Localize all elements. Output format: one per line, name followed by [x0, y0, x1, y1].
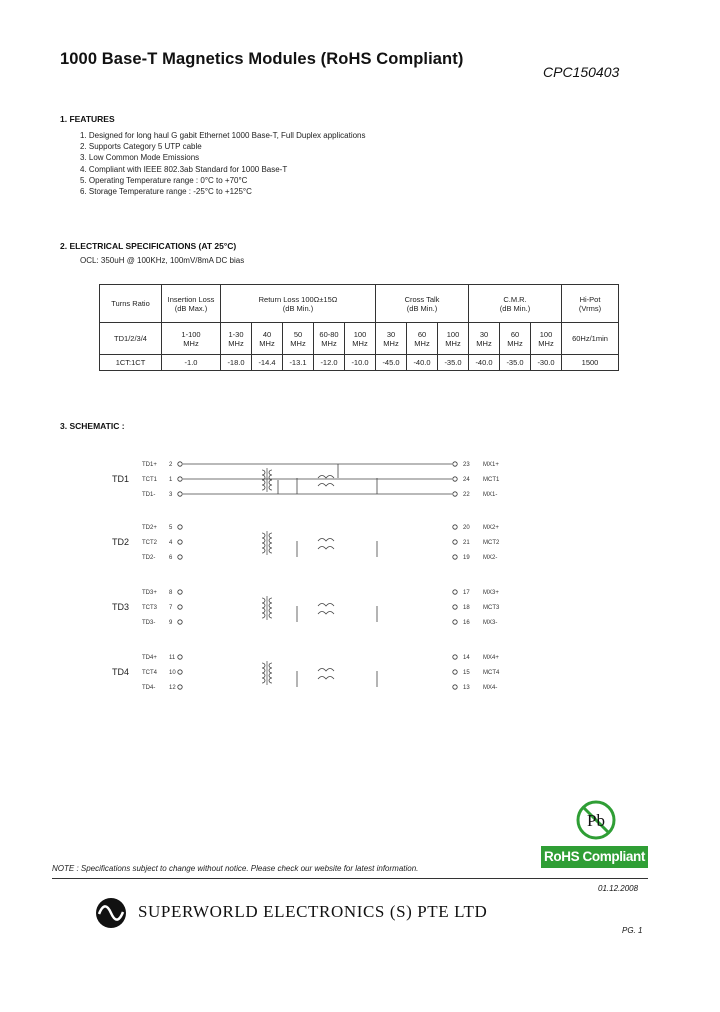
value-cell: -14.4: [252, 355, 283, 371]
right-pin-number: 23: [463, 462, 470, 468]
left-signal-label: TD3-: [142, 620, 156, 626]
ocl-spec: OCL: 350uH @ 100KHz, 100mV/8mA DC bias: [80, 256, 245, 265]
left-pin-number: 5: [169, 525, 173, 531]
hipot-header: Hi-Pot (Vrms): [562, 285, 619, 323]
right-pin-number: 18: [463, 605, 470, 611]
hipot-value: 1500: [562, 355, 619, 371]
right-pin-number: 22: [463, 492, 470, 498]
pin-terminal: [178, 492, 182, 496]
right-pin-number: 24: [463, 477, 470, 483]
right-pin-number: 16: [463, 620, 470, 626]
page-number: PG. 1: [622, 926, 643, 935]
pin-terminal: [453, 555, 457, 559]
transformer-coil: [262, 603, 265, 608]
pin-terminal: [178, 670, 182, 674]
pin-terminal: [178, 462, 182, 466]
right-signal-label: MCT1: [483, 477, 500, 483]
transformer-coil: [262, 548, 265, 553]
schematic-heading: 3. SCHEMATIC :: [60, 421, 125, 431]
choke-coil: [318, 604, 334, 615]
pin-terminal: [178, 477, 182, 481]
feature-item: 3. Low Common Mode Emissions: [80, 153, 200, 163]
transformer-coil: [262, 678, 265, 683]
left-signal-label: TCT4: [142, 670, 157, 676]
transformer-coil: [269, 663, 272, 668]
transformer-coil: [269, 598, 272, 603]
right-pin-number: 20: [463, 525, 470, 531]
features-heading: 1. FEATURES: [60, 114, 115, 124]
value-cell: -10.0: [345, 355, 376, 371]
pin-terminal: [178, 620, 182, 624]
pin-terminal: [453, 462, 457, 466]
document-title: 1000 Base-T Magnetics Modules (RoHS Compliant): [60, 50, 464, 68]
transformer-coil: [269, 608, 272, 613]
ratio-value: 1CT:1CT: [100, 355, 162, 371]
transformer-coil: [269, 548, 272, 553]
pin-terminal: [453, 525, 457, 529]
transformer-coil: [262, 598, 265, 603]
pin-terminal: [178, 605, 182, 609]
pin-terminal: [178, 685, 182, 689]
left-pin-number: 4: [169, 540, 173, 546]
transformer-coil: [269, 485, 272, 490]
hipot-cond-cell: 60Hz/1min: [562, 323, 619, 355]
freq-cell: 30 MHz: [469, 323, 500, 355]
feature-item: 2. Supports Category 5 UTP cable: [80, 142, 202, 152]
pin-terminal: [453, 685, 457, 689]
freq-cell: 60-80 MHz: [314, 323, 345, 355]
left-signal-label: TD1-: [142, 492, 156, 498]
right-signal-label: MX1-: [483, 492, 498, 498]
transformer-coil: [269, 480, 272, 485]
footer-divider: [52, 878, 648, 879]
left-signal-label: TD4-: [142, 685, 156, 691]
transformer-coil: [269, 678, 272, 683]
channels-cell: TD1/2/3/4: [100, 323, 162, 355]
right-pin-number: 19: [463, 555, 470, 561]
rohs-badge: RoHS Compliant: [541, 846, 648, 868]
transformer-coil: [262, 673, 265, 678]
pin-terminal: [453, 655, 457, 659]
transformer-coil: [269, 533, 272, 538]
electrical-heading: 2. ELECTRICAL SPECIFICATIONS (AT 25°C): [60, 241, 237, 251]
left-pin-number: 11: [169, 655, 176, 661]
choke-coil: [318, 539, 334, 550]
value-cell: -1.0: [162, 355, 221, 371]
feature-item: 6. Storage Temperature range : -25°C to +125°C: [80, 187, 252, 197]
cmr-header: C.M.R. (dB Min.): [469, 285, 562, 323]
right-signal-label: MX3-: [483, 620, 498, 626]
document-date: 01.12.2008: [598, 884, 639, 893]
transformer-coil: [262, 663, 265, 668]
cross-talk-header: Cross Talk (dB Min.): [376, 285, 469, 323]
left-pin-number: 8: [169, 590, 173, 596]
freq-cell: 40 MHz: [252, 323, 283, 355]
right-signal-label: MX2+: [483, 525, 499, 531]
left-signal-label: TD2-: [142, 555, 156, 561]
transformer-coil: [269, 673, 272, 678]
right-signal-label: MX4+: [483, 655, 499, 661]
transformer-coil: [269, 543, 272, 548]
pin-terminal: [178, 655, 182, 659]
transformer-coil: [262, 608, 265, 613]
right-signal-label: MCT4: [483, 670, 500, 676]
freq-cell: 30 MHz: [376, 323, 407, 355]
transformer-coil: [262, 470, 265, 475]
right-pin-number: 13: [463, 685, 470, 691]
transformer-coil: [269, 470, 272, 475]
freq-cell: 60 MHz: [407, 323, 438, 355]
value-cell: -40.0: [469, 355, 500, 371]
right-signal-label: MCT2: [483, 540, 500, 546]
pin-terminal: [453, 605, 457, 609]
left-signal-label: TD3+: [142, 590, 157, 596]
freq-cell: 100 MHz: [531, 323, 562, 355]
feature-item: 1. Designed for long haul G gabit Ethernet 1000 Base-T, Full Duplex applications: [80, 131, 366, 140]
left-signal-label: TD2+: [142, 525, 157, 531]
left-pin-number: 9: [169, 620, 173, 626]
feature-item: 4. Compliant with IEEE 802.3ab Standard for 1000 Base-T: [80, 164, 288, 174]
choke-coil: [318, 669, 334, 680]
transformer-coil: [262, 543, 265, 548]
right-pin-number: 15: [463, 670, 470, 676]
schematic-channel: [112, 525, 500, 561]
schematic-channel: [112, 590, 500, 626]
transformer-coil: [269, 538, 272, 543]
turns-ratio-header: Turns Ratio: [100, 285, 162, 323]
pin-terminal: [453, 492, 457, 496]
transformer-coil: [262, 613, 265, 618]
value-cell: -12.0: [314, 355, 345, 371]
left-signal-label: TD4+: [142, 655, 157, 661]
left-pin-number: 6: [169, 555, 173, 561]
pin-terminal: [453, 477, 457, 481]
pin-terminal: [453, 670, 457, 674]
freq-cell: 60 MHz: [500, 323, 531, 355]
pin-terminal: [453, 620, 457, 624]
left-pin-number: 7: [169, 605, 173, 611]
right-signal-label: MX1+: [483, 462, 499, 468]
right-signal-label: MCT3: [483, 605, 500, 611]
pin-terminal: [453, 540, 457, 544]
channel-name: TD1: [112, 474, 130, 484]
value-cell: -35.0: [438, 355, 469, 371]
left-pin-number: 3: [169, 492, 173, 498]
rohs-pb-text: Pb: [587, 811, 605, 830]
channel-name: TD4: [112, 667, 130, 677]
left-pin-number: 1: [169, 477, 173, 483]
transformer-coil: [269, 668, 272, 673]
rohs-lead-free-icon: [574, 798, 618, 842]
value-cell: -30.0: [531, 355, 562, 371]
freq-cell: 1-30 MHz: [221, 323, 252, 355]
return-loss-header: Return Loss 100Ω±15Ω (dB Min.): [221, 285, 376, 323]
disclaimer-note: NOTE : Specifications subject to change without notice. Please check our website for latest information.: [52, 864, 419, 873]
transformer-coil: [262, 538, 265, 543]
freq-cell: 1-100 MHz: [162, 323, 221, 355]
left-signal-label: TD1+: [142, 462, 157, 468]
pin-terminal: [178, 555, 182, 559]
transformer-coil: [269, 603, 272, 608]
right-pin-number: 17: [463, 590, 470, 596]
value-cell: -18.0: [221, 355, 252, 371]
transformer-coil: [262, 668, 265, 673]
right-signal-label: MX4-: [483, 685, 498, 691]
company-name: SUPERWORLD ELECTRONICS (S) PTE LTD: [138, 902, 488, 921]
insertion-loss-header: Insertion Loss (dB Max.): [162, 285, 221, 323]
transformer-coil: [262, 480, 265, 485]
company-logo-icon: [94, 896, 128, 930]
value-cell: -40.0: [407, 355, 438, 371]
left-signal-label: TCT1: [142, 477, 157, 483]
right-signal-label: MX3+: [483, 590, 499, 596]
right-pin-number: 14: [463, 655, 470, 661]
right-pin-number: 21: [463, 540, 470, 546]
freq-cell: 100 MHz: [438, 323, 469, 355]
pin-terminal: [178, 525, 182, 529]
choke-coil: [318, 476, 334, 487]
left-pin-number: 10: [169, 670, 176, 676]
transformer-coil: [262, 485, 265, 490]
schematic-channel: [112, 655, 500, 691]
feature-item: 5. Operating Temperature range : 0°C to +70°C: [80, 175, 248, 185]
transformer-coil: [262, 533, 265, 538]
part-number: CPC150403: [543, 64, 620, 80]
channel-name: TD2: [112, 537, 130, 547]
schematic-channel: [112, 462, 500, 498]
right-signal-label: MX2-: [483, 555, 498, 561]
value-cell: -35.0: [500, 355, 531, 371]
freq-cell: 50 MHz: [283, 323, 314, 355]
left-signal-label: TCT3: [142, 605, 157, 611]
left-signal-label: TCT2: [142, 540, 157, 546]
pin-terminal: [178, 540, 182, 544]
channel-name: TD3: [112, 602, 130, 612]
left-pin-number: 12: [169, 685, 176, 691]
left-pin-number: 2: [169, 462, 173, 468]
value-cell: -13.1: [283, 355, 314, 371]
freq-cell: 100 MHz: [345, 323, 376, 355]
pin-terminal: [453, 590, 457, 594]
value-cell: -45.0: [376, 355, 407, 371]
pin-terminal: [178, 590, 182, 594]
transformer-coil: [269, 613, 272, 618]
